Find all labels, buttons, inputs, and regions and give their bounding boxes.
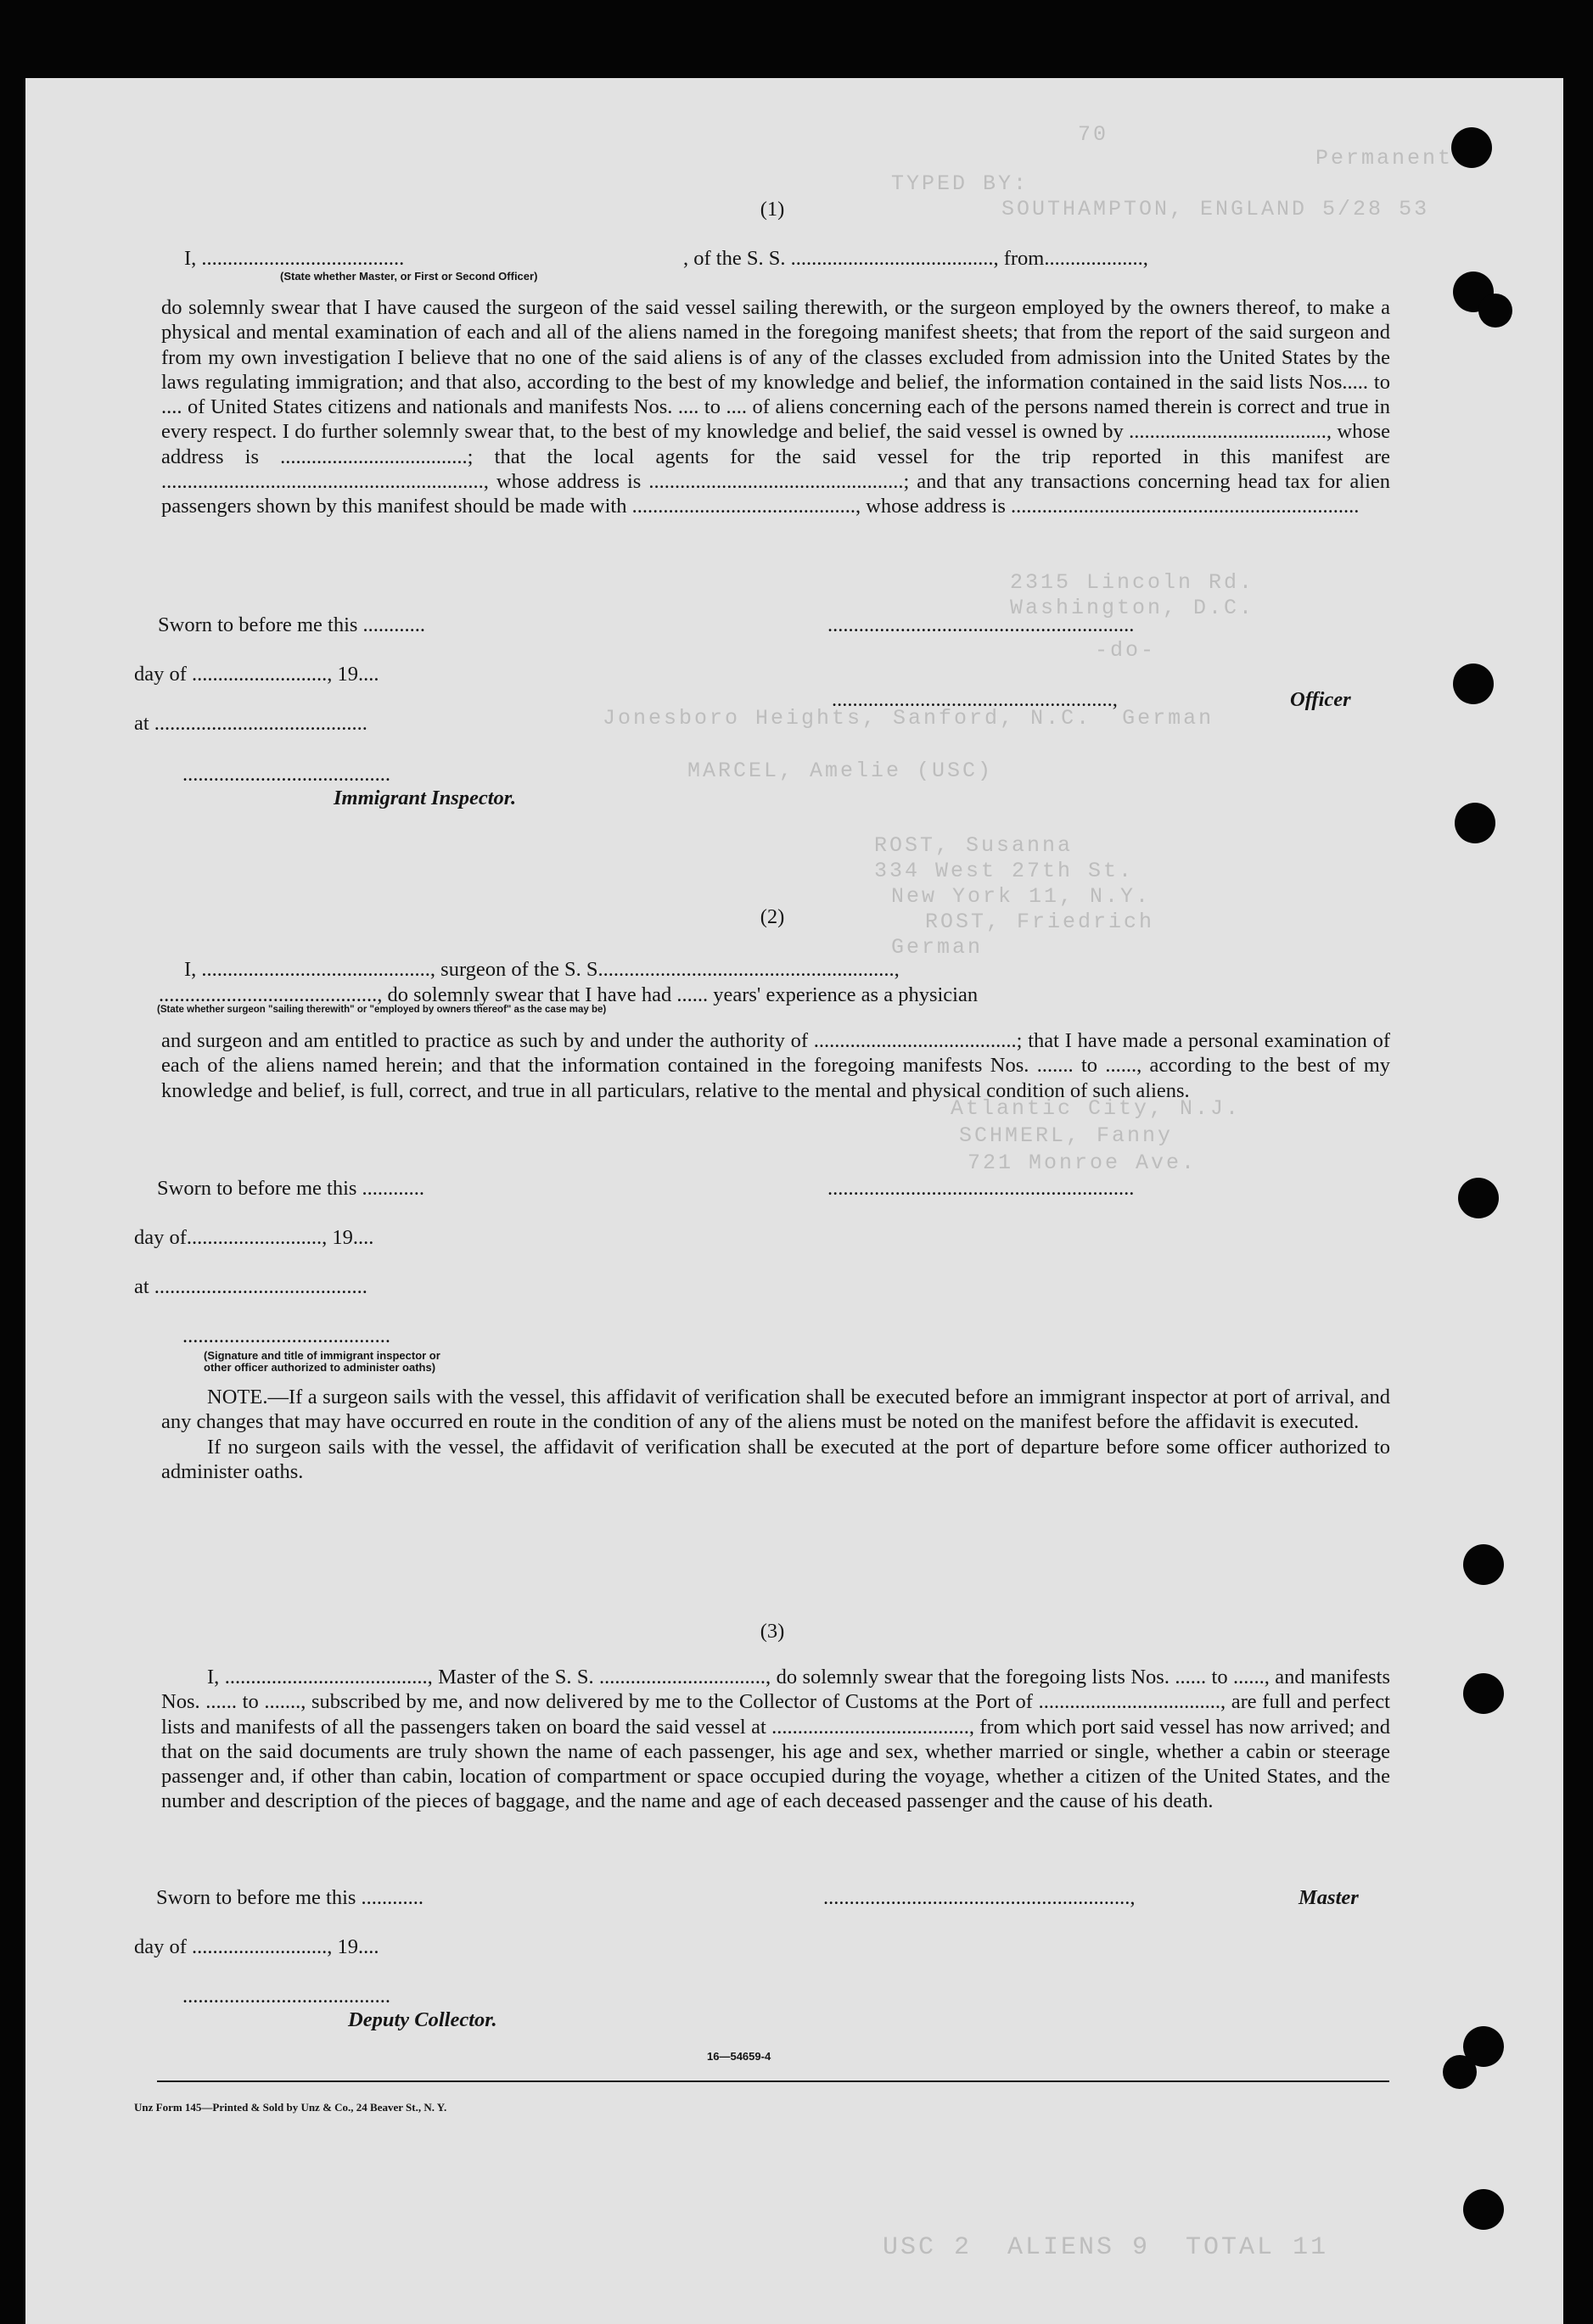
bleed-through-text: Washington, D.C. — [1010, 596, 1255, 620]
surgeon-line: I, ............................................, surgeon of the S. S........................................................., — [184, 958, 900, 981]
bleed-through-text: ROST, Susanna — [874, 833, 1074, 858]
punch-hole — [1455, 803, 1495, 843]
bleed-through-text: SOUTHAMPTON, ENGLAND 5/28 53 — [1001, 197, 1430, 221]
punch-hole — [1463, 1544, 1504, 1585]
form-number: 16—54659-4 — [707, 2050, 771, 2063]
date-line: day of.........................., 19.... — [134, 1226, 374, 1249]
place-line: at ......................................... — [134, 1275, 367, 1298]
deputy-collector-label: Deputy Collector. — [348, 2008, 497, 2031]
collector-signature-line: ........................................ — [182, 1985, 390, 2008]
bleed-through-text: Atlantic City, N.J. — [951, 1096, 1242, 1121]
master-signature-line: ..........................................................., — [823, 1886, 1136, 1909]
punch-hole — [1453, 664, 1494, 704]
affidavit-2-body: and surgeon and am entitled to practice as such by and under the authority of .......................................; that I have made a personal examination of each of the aliens named herein; and that the information contained in the foregoing manifests Nos. ....... to ......, according to the best of my knowledge and belief, is full, correct, and true in all particulars, relative to the mental and physical condition of such aliens. — [161, 1029, 1390, 1102]
inspector-signature-line: ........................................ — [182, 1324, 390, 1347]
punch-hole — [1478, 294, 1512, 328]
sworn-line: Sworn to before me this ............ — [158, 613, 426, 636]
section-heading: (1) — [760, 198, 785, 221]
master-label: Master — [1299, 1886, 1359, 1909]
date-line: day of .........................., 19.... — [134, 1935, 379, 1958]
punch-hole — [1463, 1673, 1504, 1714]
punch-hole — [1463, 2189, 1504, 2230]
officer-label: Officer — [1290, 688, 1351, 711]
date-line: day of .........................., 19.... — [134, 663, 379, 686]
signature-line: ........................................................... — [827, 613, 1135, 636]
affidavit-3-body: I, ......................................., Master of the S. S. ................................, do solemnly swear that the foregoing lists Nos. ...... to ......, and manifests Nos. ...... to ......., subscribed by me, and now delivered by me to the Collector of Customs at the Port of ..................................., are full and perfect lists and manifests of all the passengers taken on board the said vessel at ......................................, from which port said vessel has now arrived; and that on the said documents are truly shown the name of each passenger, his age and sex, whether married or single, whether a cabin or steerage passenger and, if other than cabin, location of compartment or space occupied during the voyage, whether a citizen of the United States, and the number and description of the pieces of baggage, and the name and age of each deceased passenger and the cause of his death. — [161, 1666, 1390, 1813]
punch-hole — [1458, 1178, 1499, 1218]
bleed-through-text: 334 West 27th St. — [874, 859, 1135, 883]
punch-hole — [1443, 2055, 1477, 2089]
bleed-through-text: ROST, Friedrich — [925, 910, 1155, 934]
footer-rule — [157, 2080, 1389, 2082]
bleed-through-text: Jonesboro Heights, Sanford, N.C. German — [603, 706, 1214, 731]
manifest-sheet — [25, 78, 1563, 2324]
field-note: other officer authorized to administer oaths) — [204, 1361, 436, 1374]
bleed-through-text: 2315 Lincoln Rd. — [1010, 570, 1255, 595]
bleed-through-text: 721 Monroe Ave. — [968, 1151, 1198, 1175]
inspector-signature-line: ........................................ — [182, 763, 390, 786]
bleed-through-text: 70 — [1078, 122, 1109, 147]
printer-imprint: Unz Form 145—Printed & Sold by Unz & Co., 24 Beaver St., N. Y. — [134, 2101, 447, 2114]
bleed-through-text: SCHMERL, Fanny — [959, 1123, 1174, 1148]
sworn-line: Sworn to before me this ............ — [156, 1886, 424, 1909]
inspector-label: Immigrant Inspector. — [334, 787, 517, 809]
bleed-through-text: USC 2 ALIENS 9 TOTAL 11 — [883, 2233, 1329, 2262]
affidavit-1-body: do solemnly swear that I have caused the surgeon of the said vessel sailing therewith, or the surgeon employed by the owners thereof, to make a physical and mental examination of each and all of the aliens named in the foregoing manifest sheets; that from the report of the said surgeon and from my own investigation I believe that no one of the said aliens is of any of the classes excluded from admission into the United States by the laws regulating immigration; and that also, according to the best of my knowledge and belief, the information contained in the said lists Nos..... to .... of United States citizens and nationals and manifests Nos. .... to .... of aliens concerning each of the persons named therein is correct and true in every respect. I do further solemnly swear that, to the best of my knowledge and belief, the said vessel is owned by ......................................, whose address is ....................................; that the local agents for the said vessel for the trip reported in this manifest are .............................................................., whose address is .................................................; and that any transactions concerning head tax for alien passengers shown by this manifest should be made with ..........................................., whose address is ................................................................... — [161, 296, 1390, 518]
section-heading: (3) — [760, 1620, 785, 1643]
note-paragraph: NOTE.—If a surgeon sails with the vessel, this affidavit of verification shall be executed before an immigrant inspector at port of arrival, and any changes that may have occurred en route in the condition of any of the aliens must be noted on the manifest before the affidavit is executed. If no surgeon sails with the vessel, the affidavit of verification shall be executed at the port of departure before some officer authorized to administer oaths. — [161, 1386, 1390, 1483]
vessel-from-line: , of the S. S. ......................................., from..................., — [683, 247, 1148, 270]
surgeon-experience-line: .........................................., do solemnly swear that I have had ...... years' experience as a physician — [159, 983, 979, 1006]
bleed-through-text: New York 11, N.Y. — [891, 884, 1152, 909]
field-note: (State whether surgeon "sailing therewith" or "employed by owners thereof" as the case may be) — [157, 1005, 607, 1015]
field-note: (State whether Master, or First or Second Officer) — [280, 270, 538, 283]
bleed-through-text: MARCEL, Amelie (USC) — [687, 759, 994, 783]
signature-line: ........................................................... — [827, 1177, 1135, 1200]
bleed-through-text: German — [891, 935, 984, 960]
bleed-through-text: Permanent — [1315, 146, 1454, 171]
section-heading: (2) — [760, 905, 785, 928]
officer-name-line: I, ....................................... — [184, 247, 405, 270]
bleed-through-text: TYPED BY: — [891, 171, 1029, 196]
field-note: (Signature and title of immigrant inspector or — [204, 1349, 440, 1362]
place-line: at ......................................... — [134, 712, 367, 735]
officer-signature-line: ......................................................, — [832, 688, 1118, 711]
sworn-line: Sworn to before me this ............ — [157, 1177, 425, 1200]
punch-hole — [1451, 127, 1492, 168]
bleed-through-text: -do- — [1095, 638, 1157, 663]
